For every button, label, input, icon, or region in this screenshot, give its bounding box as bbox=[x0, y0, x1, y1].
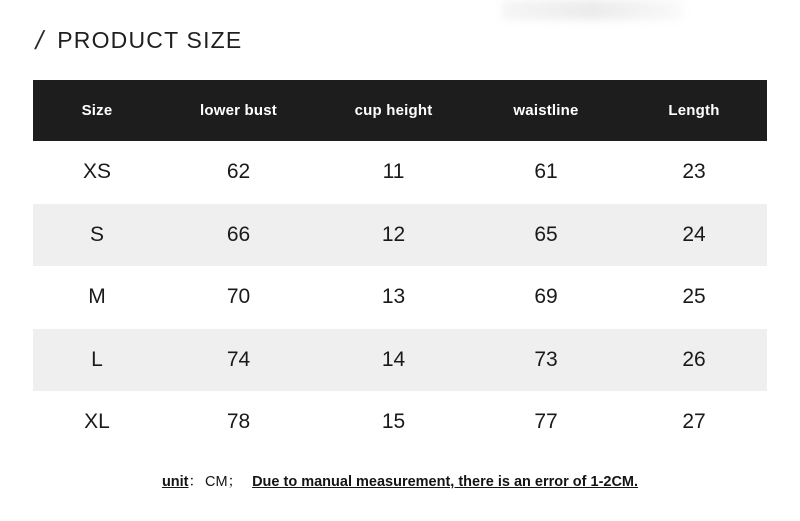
unit-separator: ： bbox=[188, 474, 204, 490]
cell-lower-bust: 66 bbox=[161, 204, 316, 267]
cell-waistline: 77 bbox=[471, 391, 621, 454]
cell-lower-bust: 78 bbox=[161, 391, 316, 454]
cell-waistline: 69 bbox=[471, 266, 621, 329]
table-row bbox=[33, 266, 767, 329]
cell-length: 27 bbox=[621, 391, 767, 454]
cell-lower-bust: 74 bbox=[161, 329, 316, 392]
table-row bbox=[33, 391, 767, 454]
size-table-container bbox=[33, 80, 767, 454]
scan-smudge bbox=[502, 0, 682, 20]
column-header-waistline: waistline bbox=[471, 80, 621, 141]
cell-waistline: 61 bbox=[471, 141, 621, 204]
cell-cup-height: 14 bbox=[316, 329, 471, 392]
size-table-header bbox=[33, 80, 767, 141]
cell-size: XL bbox=[33, 391, 161, 454]
column-header-cup-height: cup height bbox=[316, 80, 471, 141]
table-row bbox=[33, 141, 767, 204]
cell-size: XS bbox=[33, 141, 161, 204]
cell-size: S bbox=[33, 204, 161, 267]
measurement-note-text: Due to manual measurement, there is an error of 1-2CM. bbox=[252, 474, 639, 490]
column-header-length: Length bbox=[621, 80, 767, 141]
unit-label: unit bbox=[161, 474, 189, 490]
cell-cup-height: 13 bbox=[316, 266, 471, 329]
cell-cup-height: 11 bbox=[316, 141, 471, 204]
page-title bbox=[32, 22, 243, 58]
measurement-footnote bbox=[0, 470, 800, 491]
size-table-body bbox=[33, 141, 767, 454]
slash-icon: / bbox=[32, 25, 47, 55]
cell-length: 24 bbox=[621, 204, 767, 267]
cell-cup-height: 12 bbox=[316, 204, 471, 267]
cell-lower-bust: 70 bbox=[161, 266, 316, 329]
cell-waistline: 73 bbox=[471, 329, 621, 392]
table-header-row bbox=[33, 80, 767, 141]
unit-value: CM； bbox=[205, 474, 243, 490]
column-header-lower-bust: lower bust bbox=[161, 80, 316, 141]
size-table bbox=[33, 80, 767, 454]
cell-lower-bust: 62 bbox=[161, 141, 316, 204]
cell-cup-height: 15 bbox=[316, 391, 471, 454]
column-header-size: Size bbox=[33, 80, 161, 141]
cell-size: M bbox=[33, 266, 161, 329]
table-row bbox=[33, 204, 767, 267]
cell-size: L bbox=[33, 329, 161, 392]
cell-length: 26 bbox=[621, 329, 767, 392]
cell-waistline: 65 bbox=[471, 204, 621, 267]
table-row bbox=[33, 329, 767, 392]
cell-length: 25 bbox=[621, 266, 767, 329]
page-title-text: PRODUCT SIZE bbox=[57, 26, 243, 53]
cell-length: 23 bbox=[621, 141, 767, 204]
